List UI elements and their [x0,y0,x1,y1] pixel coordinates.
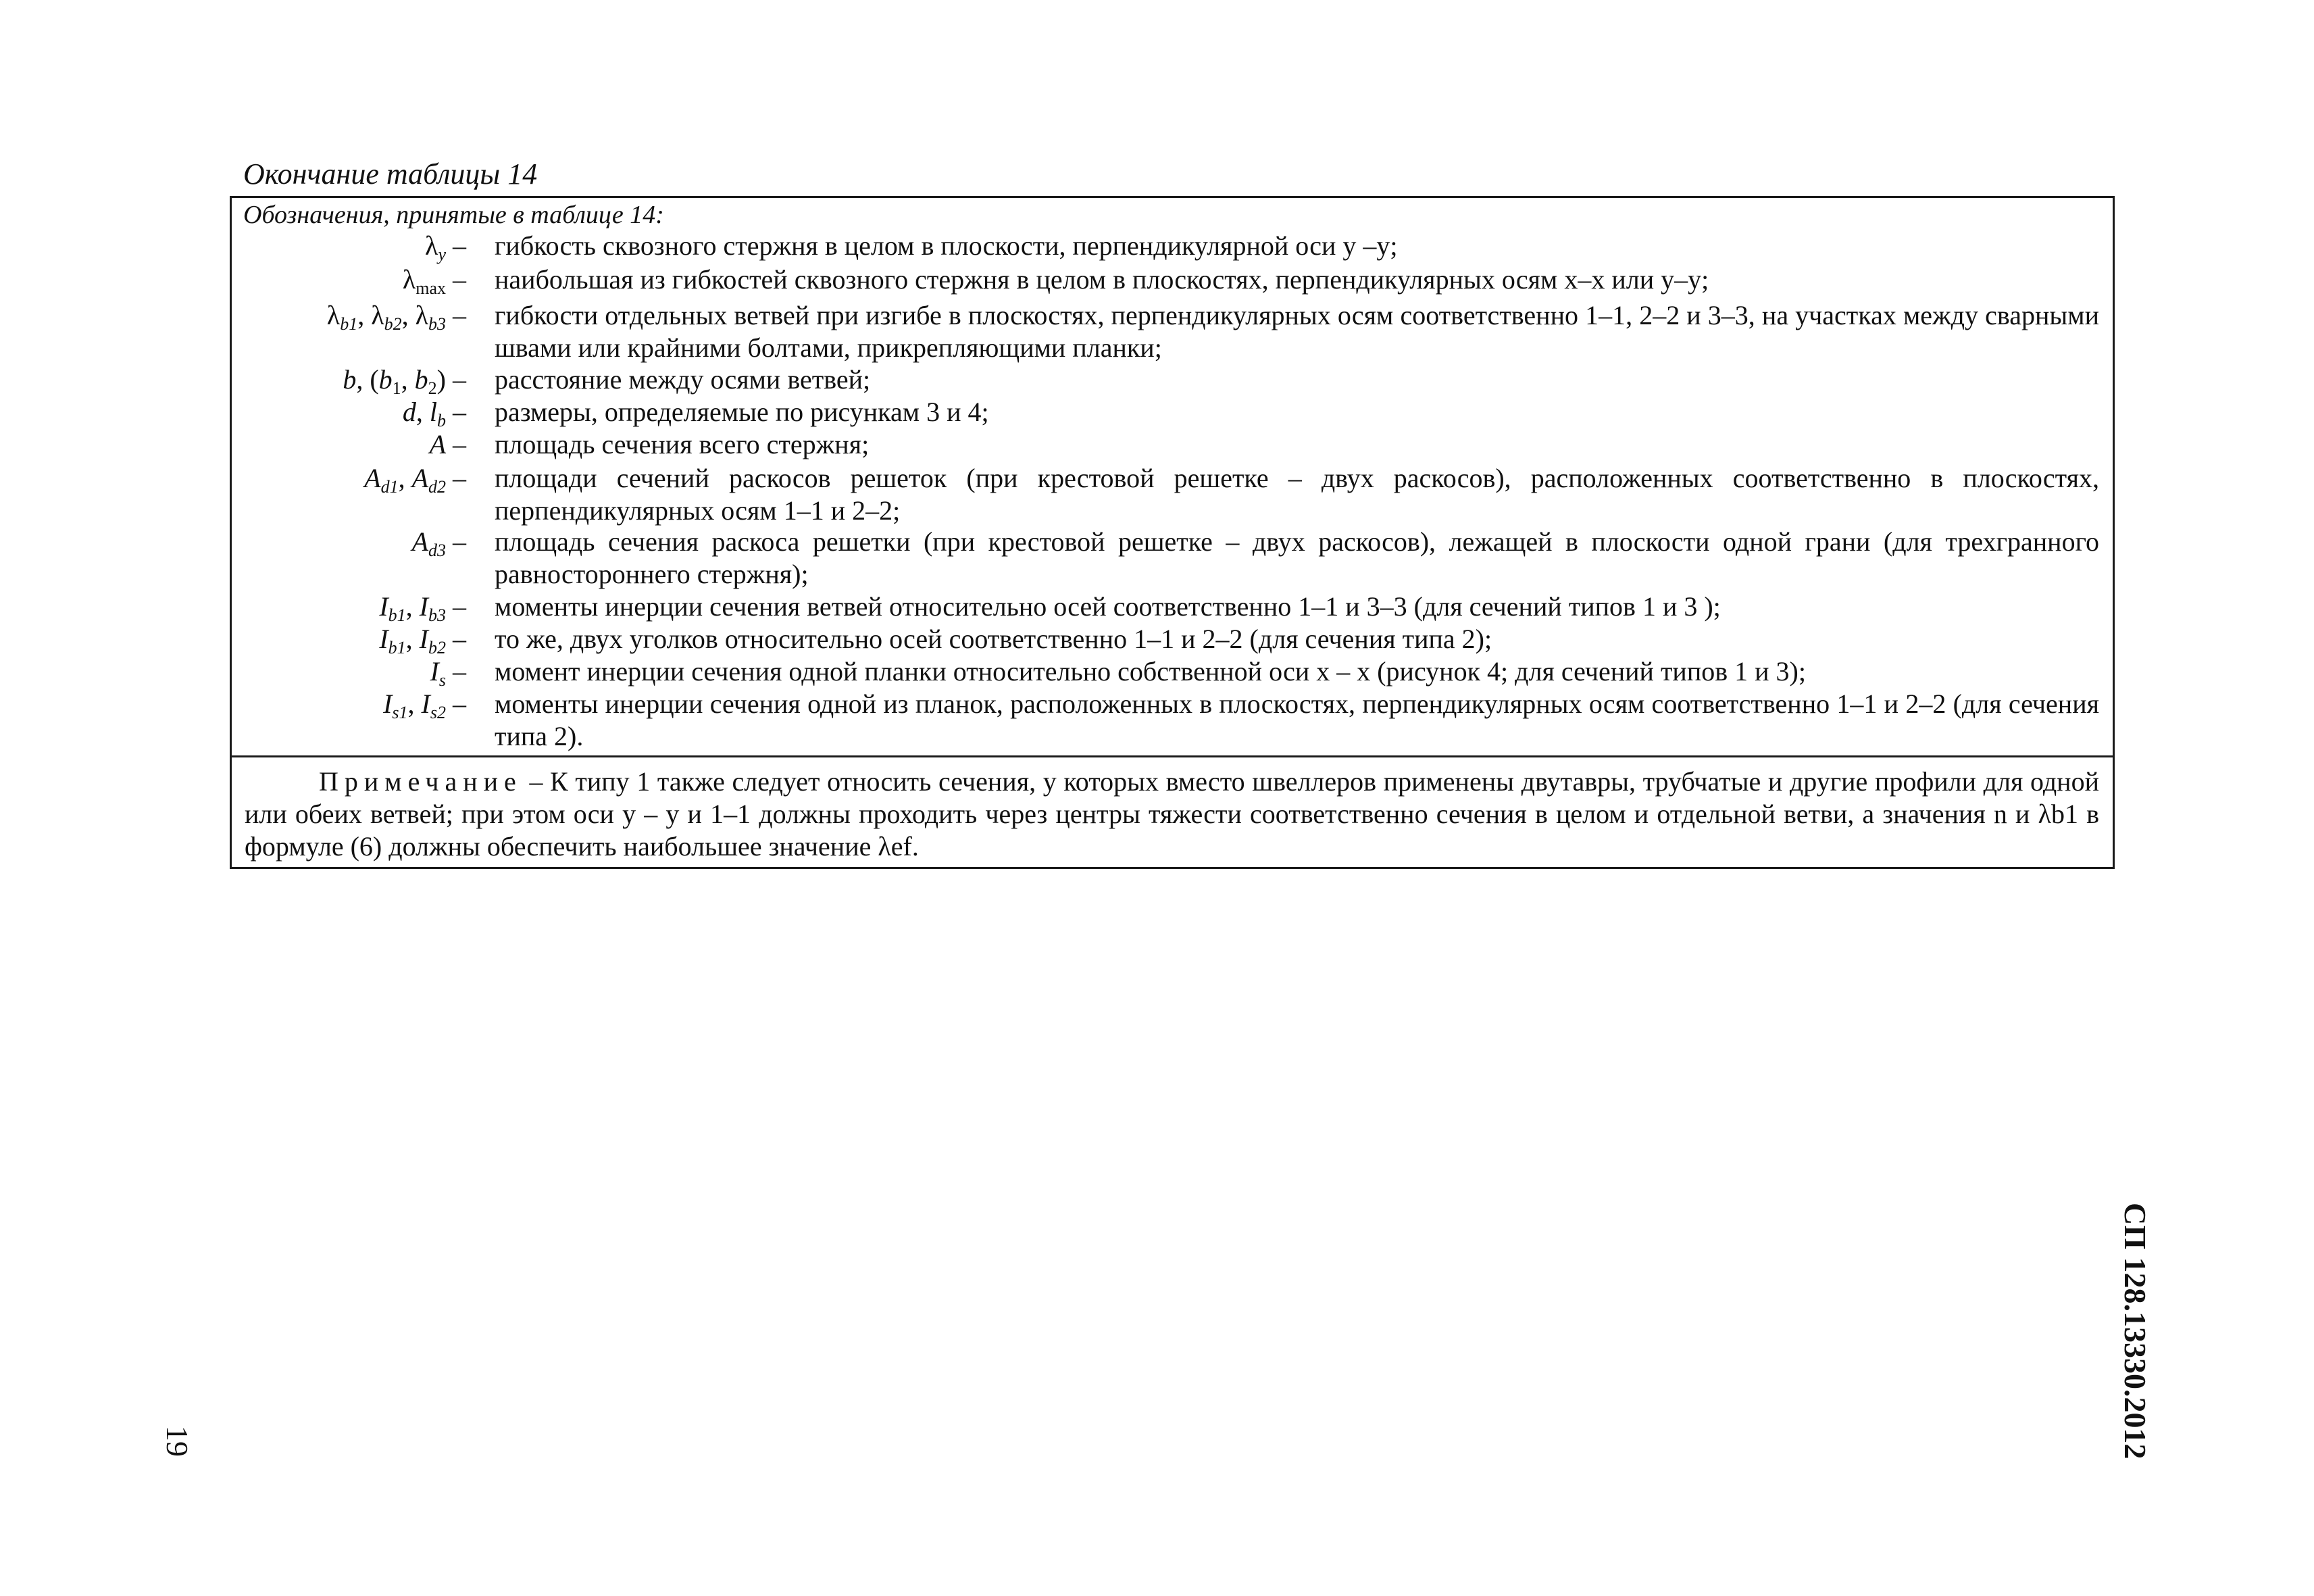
legend-symbol-lambda-max: $\lambda_{max}$ – [402,264,466,298]
legend-symbol-ib1-ib2: $I_{b1}$, $I_{b2}$ – [379,624,466,657]
legend-definition-a: площадь сечения всего стержня; [495,429,870,459]
legend-definition-lambda-b: гибкости отдельных ветвей при изгибе в плоскостях, перпендикулярных осям соответственно 1–1, 2–2 и 3–3, на участках между сварными швами или крайними болтами, прикрепляющими планки; [495,300,2099,363]
note-label: Примечание [319,766,522,797]
legend-symbol-is1-is2: $I_{s1}$, $I_{s2}$ – [383,689,466,722]
legend-symbol-ib1-ib3: $I_{b1}$, $I_{b3}$ – [379,591,466,625]
legend-definition-ad1-ad2: площади сечений раскосов решеток (при крестовой решетке – двух раскосов), расположенных соответственно в плоскостях, перпендикулярных осям 1–1 и 2–2; [495,463,2099,526]
legend-definition-is: момент инерции сечения одной планки относительно собственной оси x – x (рисунок 4; для сечений типов 1 и 3); [495,656,1806,687]
legend-symbol-lambda-y: $\lambda_y$ – [425,230,466,264]
legend-symbol-a: A – [429,429,466,459]
legend-symbol-lambda-b: $\lambda_{b1}$, $\lambda_{b2}$, $\lambda_{b3}$ – [326,300,466,334]
legend-symbol-d-lb: d, $l_b$ – [402,397,466,430]
table-divider [230,755,2115,757]
legend-definition-d-lb: размеры, определяемые по рисункам 3 и 4; [495,397,989,427]
legend-symbol-ad1-ad2: $A_{d1}$, $A_{d2}$ – [364,463,466,497]
document-code: СП 128.13330.2012 [2118,1203,2153,1460]
legend-definition-ib1-ib2: то же, двух уголков относительно осей соответственно 1–1 и 2–2 (для сечения типа 2); [495,624,1492,654]
page-number: 19 [160,1426,195,1457]
legend-definition-is1-is2: моменты инерции сечения одной из планок, расположенных в плоскостях, перпендикулярных осям соответственно 1–1 и 2–2 (для сечения типа 2). [495,689,2099,751]
table-note [245,766,2099,863]
legend-symbol-is: $I_s$ – [430,656,466,690]
legend-definition-lambda-max: наибольшая из гибкостей сквозного стержня в целом в плоскостях, перпендикулярных осям x–x или y–y; [495,264,1709,295]
table-caption: Окончание таблицы 14 [243,157,538,191]
legend-symbol-b: b, ($b_1$, $b_2$) – [343,364,466,398]
legend-symbol-ad3: $A_{d3}$ – [411,526,466,560]
note-text: – К типу 1 также следует относить сечения, у которых вместо швеллеров применены двутавры, трубчатые и другие профили для одной или обеих ветвей; при этом оси y – y и 1–1 должны проходить через центры тяжести соответственно сечения в целом и отдельной ветви, а значения n и λb1 в формуле (6) должны обеспечить наибольшее значение λef. [245,766,2099,862]
legend-heading: Обозначения, принятые в таблице 14: [243,201,664,229]
legend-definition-ad3: площадь сечения раскоса решетки (при крестовой решетке – двух раскосов), лежащей в плоскости одной грани (для трехгранного равностороннего стержня); [495,526,2099,589]
legend-definition-ib1-ib3: моменты инерции сечения ветвей относительно осей соответственно 1–1 и 3–3 (для сечений типов 1 и 3 ); [495,591,1721,622]
legend-definition-lambda-y: гибкость сквозного стержня в целом в плоскости, перпендикулярной оси y –y; [495,230,1398,261]
legend-definition-b: расстояние между осями ветвей; [495,364,871,395]
